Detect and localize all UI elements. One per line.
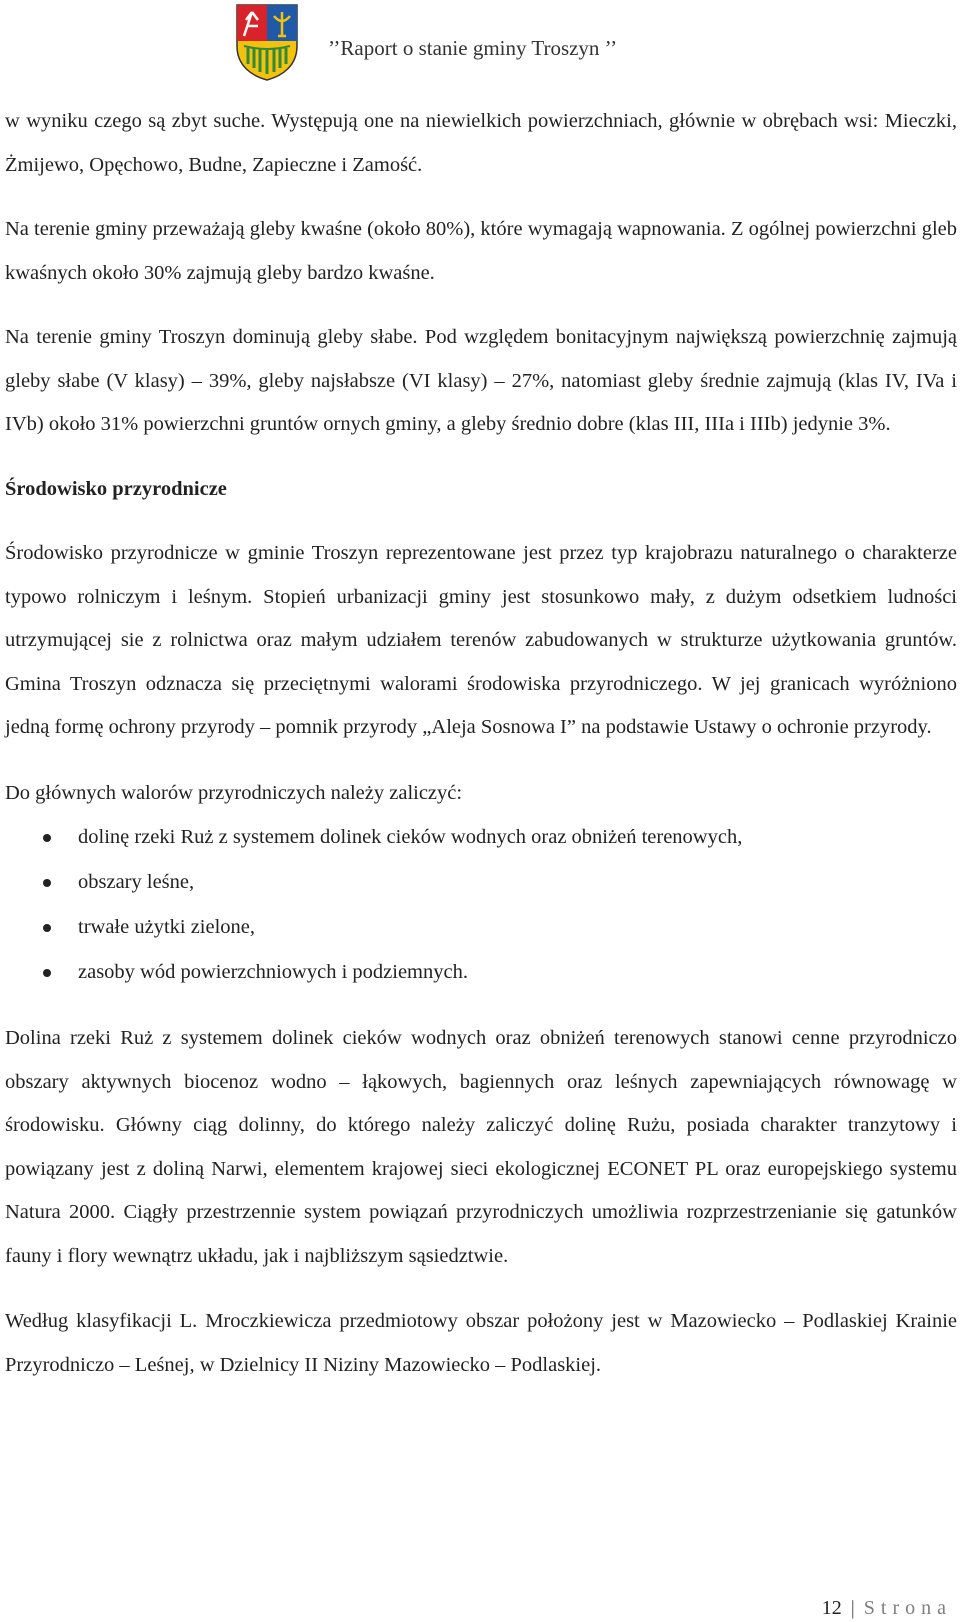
- bullet-icon: [43, 969, 51, 977]
- coat-of-arms-icon: [234, 2, 300, 82]
- paragraph: Według klasyfikacji L. Mroczkiewicza przedmiotowy obszar położony jest w Mazowiecko – Podlaskiej Krainie Przyrodniczo – Leśnej, w Dzielnicy II Niziny Mazowiecko – Podlaskiej.: [5, 1310, 957, 1376]
- list-item: trwałe użytki zielone,: [5, 905, 957, 950]
- bullet-icon: [43, 834, 51, 842]
- section-heading: Środowisko przyrodnicze: [5, 477, 227, 500]
- bullet-icon: [43, 924, 51, 932]
- list-item: zasoby wód powierzchniowych i podziemnych.: [5, 950, 957, 995]
- paragraph: Dolina rzeki Ruż z systemem dolinek cieków wodnych oraz obniżeń terenowych stanowi cenne przyrodniczo obszary aktywnych biocenoz wodno – łąkowych, bagiennych oraz leśnych zapewniających równowagę w środowisku. Główny ciąg dolinny, do którego należy zaliczyć dolinę Rużu, posiada charakter tranzytowy i powiązany jest z doliną Narwi, elementem krajowej sieci ekologicznej ECONET PL oraz europejskiego systemu Natura 2000. Ciągły przestrzennie system powiązań przyrodniczych umożliwia rozprzestrzenianie się gatunków fauny i flory wewnątrz układu, jak i najbliższym sąsiedztwie.: [5, 1027, 957, 1267]
- bullet-icon: [43, 879, 51, 887]
- list-item: dolinę rzeki Ruż z systemem dolinek cieków wodnych oraz obniżeń terenowych,: [5, 815, 957, 860]
- paragraph: Do głównych walorów przyrodniczych należy zaliczyć:: [5, 781, 463, 804]
- header-title: ’’Raport o stanie gminy Troszyn ’’: [328, 36, 618, 60]
- page-header: [0, 0, 960, 90]
- list-item: obszary leśne,: [5, 860, 957, 905]
- bullet-list: [5, 815, 957, 995]
- page-number: 12: [821, 1597, 842, 1619]
- paragraph: Na terenie gminy Troszyn dominują gleby słabe. Pod względem bonitacyjnym największą powierzchnię zajmują gleby słabe (V klasy) – 39%, gleby najsłabsze (VI klasy) – 27%, natomiast gleby średnie zajmują (klas IV, IVa i IVb) około 31% powierzchni gruntów ornych gminy, a gleby średnio dobre (klas III, IIIa i IIIb) jedynie 3%.: [5, 326, 957, 435]
- footer-page-label: Strona: [863, 1597, 952, 1619]
- paragraph: Środowisko przyrodnicze w gminie Troszyn reprezentowane jest przez typ krajobrazu naturalnego o charakterze typowo rolniczym i leśnym. Stopień urbanizacji gminy jest stosunkowo mały, z dużym odsetkiem ludności utrzymującej sie z rolnictwa oraz małym udziałem terenów zabudowanych w strukturze użytkowania gruntów. Gmina Troszyn odznacza się przeciętnymi walorami środowiska przyrodniczego. W jej granicach wyróżniono jedną formę ochrony przyrody – pomnik przyrody „Aleja Sosnowa I” na podstawie Ustawy o ochronie przyrody.: [5, 542, 957, 738]
- page-footer: [822, 1597, 952, 1622]
- paragraph: w wyniku czego są zbyt suche. Występują one na niewielkich powierzchniach, głównie w obrębach wsi: Mieczki, Żmijewo, Opęchowo, Budne, Zapieczne i Zamość.: [5, 110, 957, 176]
- footer-separator: |: [850, 1597, 855, 1619]
- document-body: [5, 100, 957, 1387]
- paragraph: Na terenie gminy przeważają gleby kwaśne (około 80%), które wymagają wapnowania. Z ogólnej powierzchni gleb kwaśnych około 30% zajmują gleby bardzo kwaśne.: [5, 218, 957, 284]
